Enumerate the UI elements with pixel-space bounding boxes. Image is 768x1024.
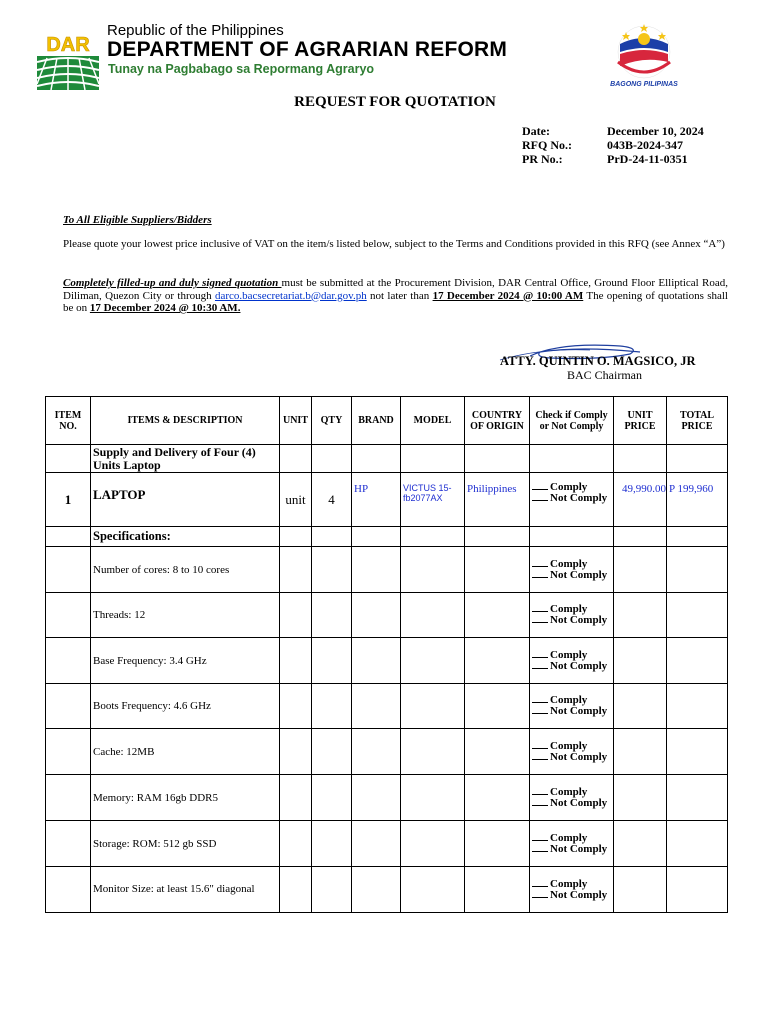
item-row bbox=[46, 473, 728, 527]
table-row bbox=[46, 547, 728, 593]
not-comply-option: Not Comply bbox=[550, 705, 608, 717]
header-comply: Check if Comply or Not Comply bbox=[530, 397, 614, 445]
svg-text:DAR: DAR bbox=[46, 34, 90, 56]
table-row bbox=[46, 638, 728, 684]
spec-comply-check[interactable] bbox=[530, 867, 614, 913]
comply-option: Comply bbox=[550, 481, 588, 493]
bagong-pilipinas-text: BAGONG PILIPINAS bbox=[610, 81, 678, 88]
not-comply-option: Not Comply bbox=[550, 568, 608, 581]
republic-text: Republic of the Philippines bbox=[107, 22, 284, 39]
spec-description: Monitor Size: at least 15.6" diagonal bbox=[91, 867, 280, 913]
document-title: REQUEST FOR QUOTATION bbox=[294, 94, 496, 110]
bac-email-link[interactable]: darco.bacsecretariat.b@dar.gov.ph bbox=[214, 289, 367, 302]
header-total-price: TOTAL PRICE bbox=[667, 397, 728, 445]
item-country: Philippines bbox=[465, 473, 530, 527]
header-qty: QTY bbox=[312, 397, 352, 445]
bagong-pilipinas-logo bbox=[604, 22, 684, 92]
header-model: MODEL bbox=[401, 397, 465, 445]
header-items: ITEMS & DESCRIPTION bbox=[91, 397, 280, 445]
dar-logo bbox=[37, 34, 99, 90]
item-brand: HP bbox=[352, 473, 401, 527]
table-header-row bbox=[46, 397, 728, 445]
comply-option: Comply bbox=[550, 739, 588, 752]
spec-comply-check[interactable] bbox=[530, 638, 614, 684]
submission-text-b: not later than bbox=[366, 289, 433, 302]
spec-comply-check[interactable] bbox=[530, 729, 614, 775]
specs-title: Specifications: bbox=[91, 527, 280, 547]
comply-option: Comply bbox=[550, 831, 588, 844]
item-model: VICTUS 15-fb2077AX bbox=[401, 473, 465, 527]
comply-option: Comply bbox=[550, 557, 588, 570]
item-number: 1 bbox=[46, 473, 91, 527]
comply-option: Comply bbox=[550, 603, 588, 615]
item-qty: 4 bbox=[312, 473, 352, 527]
not-comply-option: Not Comply bbox=[550, 842, 608, 855]
table-row bbox=[46, 867, 728, 913]
comply-option: Comply bbox=[550, 785, 588, 798]
specs-title-row bbox=[46, 527, 728, 547]
comply-option: Comply bbox=[550, 694, 588, 706]
pr-value: PrD-24-11-0351 bbox=[607, 152, 688, 166]
header-unit: UNIT bbox=[280, 397, 312, 445]
spec-comply-check[interactable] bbox=[530, 775, 614, 821]
not-comply-option: Not Comply bbox=[550, 659, 608, 672]
item-total-price: P 199,960 bbox=[667, 473, 728, 527]
opening-date: 17 December 2024 @ 10:30 AM. bbox=[89, 302, 241, 314]
pr-label: PR No.: bbox=[522, 152, 563, 166]
spec-description: Number of cores: 8 to 10 cores bbox=[91, 547, 280, 593]
header-brand: BRAND bbox=[352, 397, 401, 445]
department-name: DEPARTMENT OF AGRARIAN REFORM bbox=[107, 38, 508, 61]
submission-deadline: 17 December 2024 @ 10:00 AM bbox=[432, 289, 584, 302]
submission-lead: Completely filled-up and duly signed quotation bbox=[63, 277, 282, 289]
header-unit-price: UNIT PRICE bbox=[614, 397, 667, 445]
date-value: December 10, 2024 bbox=[607, 124, 704, 138]
table-row bbox=[46, 775, 728, 821]
spec-comply-check[interactable] bbox=[530, 821, 614, 867]
not-comply-option: Not Comply bbox=[550, 796, 608, 809]
spec-description: Base Frequency: 3.4 GHz bbox=[91, 638, 280, 684]
not-comply-option: Not Comply bbox=[550, 492, 608, 504]
not-comply-option: Not Comply bbox=[550, 888, 608, 901]
spec-comply-check[interactable] bbox=[530, 547, 614, 593]
header-item-no: ITEM NO. bbox=[46, 397, 91, 445]
signatory-title: BAC Chairman bbox=[567, 368, 642, 382]
spec-description: Memory: RAM 16gb DDR5 bbox=[91, 775, 280, 821]
table-row bbox=[46, 593, 728, 638]
instructions-paragraph: Please quote your lowest price inclusive of VAT on the item/s listed below, subject to the Terms and Conditions provided in this RFQ (see Annex “A”) bbox=[63, 238, 725, 250]
rfq-label: RFQ No.: bbox=[522, 138, 572, 152]
salutation: To All Eligible Suppliers/Bidders bbox=[63, 214, 212, 226]
supply-description: Supply and Delivery of Four (4) Units Laptop bbox=[91, 445, 280, 473]
spec-description: Cache: 12MB bbox=[91, 729, 280, 775]
rfq-table bbox=[45, 396, 728, 913]
supply-row bbox=[46, 445, 728, 473]
header-country: COUNTRY OF ORIGIN bbox=[465, 397, 530, 445]
submission-text-a: must be submitted at the Procurement Division, DAR Central Office, Ground Floor Elliptical Road, Diliman, Quezon City or through bbox=[63, 277, 728, 302]
submission-text-c: The opening of quotations shall be on bbox=[63, 289, 728, 314]
spec-rows bbox=[46, 547, 728, 913]
signatory-name: ATTY. QUINTIN O. MAGSICO, JR bbox=[500, 354, 696, 368]
item-unit-price: 49,990.00 bbox=[614, 473, 667, 527]
item-comply-check[interactable] bbox=[530, 473, 614, 527]
spec-description: Storage: ROM: 512 gb SSD bbox=[91, 821, 280, 867]
spec-comply-check[interactable] bbox=[530, 593, 614, 638]
comply-option: Comply bbox=[550, 877, 588, 890]
date-label: Date: bbox=[522, 124, 550, 138]
table-row bbox=[46, 684, 728, 729]
not-comply-option: Not Comply bbox=[550, 614, 608, 626]
item-unit: unit bbox=[280, 473, 312, 527]
table-row bbox=[46, 821, 728, 867]
spec-description: Boots Frequency: 4.6 GHz bbox=[91, 684, 280, 729]
comply-option: Comply bbox=[550, 648, 588, 661]
spec-comply-check[interactable] bbox=[530, 684, 614, 729]
not-comply-option: Not Comply bbox=[550, 750, 608, 763]
submission-paragraph bbox=[63, 277, 728, 315]
table-row bbox=[46, 729, 728, 775]
tagline: Tunay na Pagbabago sa Repormang Agraryo bbox=[108, 62, 375, 76]
spec-description: Threads: 12 bbox=[91, 593, 280, 638]
item-name: LAPTOP bbox=[91, 473, 280, 527]
rfq-value: 043B-2024-347 bbox=[607, 138, 683, 152]
